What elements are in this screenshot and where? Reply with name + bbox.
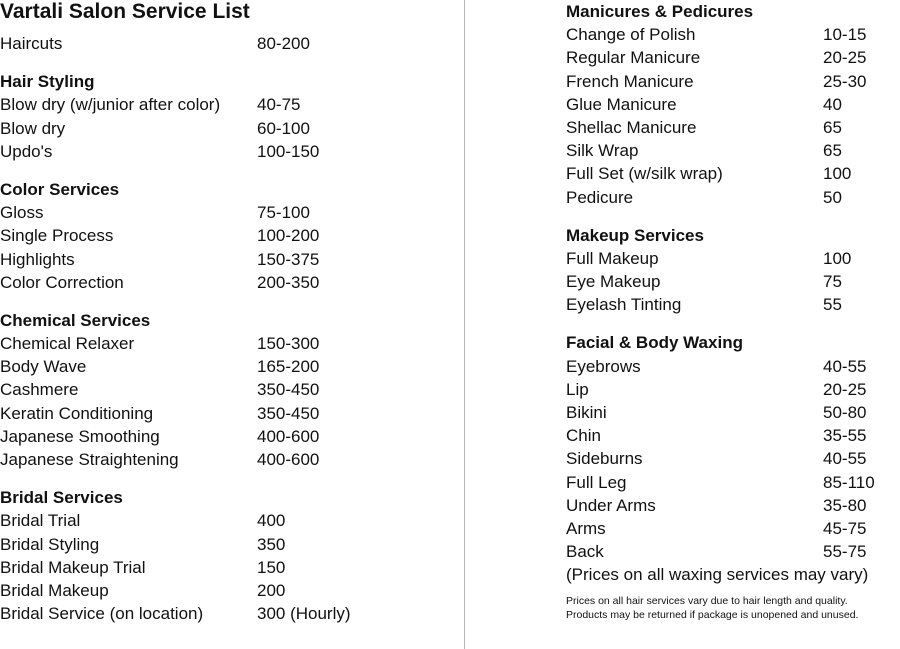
service-row bbox=[566, 70, 900, 93]
service-name: Bikini bbox=[566, 403, 607, 422]
service-price: 165-200 bbox=[257, 357, 320, 377]
service-price: 75 bbox=[823, 272, 842, 292]
service-price: 300 (Hourly) bbox=[257, 604, 351, 624]
service-row bbox=[566, 355, 900, 378]
service-price: 150-300 bbox=[257, 334, 320, 354]
service-name: Eyelash Tinting bbox=[566, 295, 682, 315]
service-row bbox=[0, 579, 460, 602]
service-name: Shellac Manicure bbox=[566, 117, 697, 137]
service-name: Full Leg bbox=[566, 472, 627, 492]
service-row bbox=[566, 186, 900, 209]
section-spacer bbox=[0, 163, 460, 178]
service-price: 80-200 bbox=[257, 34, 310, 53]
service-section bbox=[0, 32, 460, 55]
service-name: Bridal Makeup Trial bbox=[0, 557, 146, 577]
service-price: 40-55 bbox=[823, 356, 867, 376]
section-spacer bbox=[0, 294, 460, 309]
service-row bbox=[566, 424, 900, 447]
service-price: 200 bbox=[257, 580, 286, 600]
service-row bbox=[566, 447, 900, 470]
service-price: 50-80 bbox=[823, 403, 867, 422]
service-row bbox=[566, 116, 900, 139]
service-name: Keratin Conditioning bbox=[0, 403, 154, 423]
spacer bbox=[0, 24, 460, 32]
service-price: 20-25 bbox=[823, 379, 867, 399]
service-price: 20-25 bbox=[823, 48, 867, 68]
service-price: 25-30 bbox=[823, 71, 867, 91]
service-name: Highlights bbox=[0, 249, 75, 269]
section-heading: Hair Styling bbox=[0, 72, 95, 92]
footnotes bbox=[566, 594, 900, 622]
service-name: Arms bbox=[566, 518, 606, 538]
service-name: Gloss bbox=[0, 203, 44, 223]
service-name: Sideburns bbox=[566, 449, 643, 469]
service-price: 55-75 bbox=[823, 542, 867, 562]
service-name: Under Arms bbox=[566, 495, 656, 515]
service-price: 65 bbox=[823, 117, 842, 137]
service-row bbox=[566, 540, 900, 563]
service-name: Blow dry (w/junior after color) bbox=[0, 95, 221, 115]
left-sections bbox=[0, 32, 460, 625]
service-price: 100-150 bbox=[257, 141, 320, 161]
service-row bbox=[566, 270, 900, 293]
service-row bbox=[0, 425, 460, 448]
section-heading: Color Services bbox=[0, 179, 120, 199]
service-row bbox=[566, 247, 900, 270]
service-section bbox=[566, 209, 900, 317]
service-name: Lip bbox=[566, 379, 589, 399]
service-name: Color Correction bbox=[0, 272, 124, 292]
service-name: Silk Wrap bbox=[566, 141, 639, 161]
service-price: 40-55 bbox=[823, 449, 867, 469]
section-spacer bbox=[0, 55, 460, 70]
service-section bbox=[0, 294, 460, 471]
service-price: 60-100 bbox=[257, 118, 310, 138]
service-name: Body Wave bbox=[0, 357, 87, 377]
section-heading: Bridal Services bbox=[0, 488, 123, 508]
service-price: 40 bbox=[823, 94, 842, 114]
service-row bbox=[566, 139, 900, 162]
service-row bbox=[0, 271, 460, 294]
section-heading: Facial & Body Waxing bbox=[566, 333, 743, 353]
service-section bbox=[0, 471, 460, 625]
service-row bbox=[0, 117, 460, 140]
service-row bbox=[0, 32, 460, 55]
service-name: Blow dry bbox=[0, 118, 66, 138]
service-name: Single Process bbox=[0, 226, 114, 246]
service-section bbox=[566, 316, 900, 563]
service-row bbox=[566, 46, 900, 69]
service-price: 150 bbox=[257, 557, 286, 577]
service-name: Haircuts bbox=[0, 34, 63, 53]
service-row bbox=[0, 602, 460, 625]
service-row bbox=[566, 471, 900, 494]
service-price: 65 bbox=[823, 141, 842, 161]
service-row bbox=[0, 93, 460, 116]
service-row bbox=[0, 533, 460, 556]
service-price: 35-55 bbox=[823, 426, 867, 446]
service-price: 35-80 bbox=[823, 495, 867, 515]
service-section bbox=[0, 55, 460, 163]
footnote-line: Products may be returned if package is unopened and unused. bbox=[566, 608, 859, 621]
service-row bbox=[0, 201, 460, 224]
section-spacer bbox=[0, 471, 460, 486]
service-price: 100 bbox=[823, 248, 852, 268]
service-name: Bridal Trial bbox=[0, 511, 81, 531]
service-row bbox=[566, 293, 900, 316]
service-name: Chemical Relaxer bbox=[0, 334, 135, 354]
service-price: 40-75 bbox=[257, 95, 301, 115]
section-spacer bbox=[566, 316, 900, 331]
service-price: 400-600 bbox=[257, 450, 320, 469]
service-row bbox=[0, 224, 460, 247]
service-name: Glue Manicure bbox=[566, 94, 677, 114]
service-price: 400-600 bbox=[257, 426, 320, 446]
section-spacer bbox=[566, 209, 900, 224]
left-column bbox=[0, 0, 460, 625]
service-name: Full Set (w/silk wrap) bbox=[566, 164, 723, 184]
service-price: 75-100 bbox=[257, 203, 310, 223]
service-row bbox=[0, 332, 460, 355]
service-name: Bridal Styling bbox=[0, 534, 100, 554]
service-name: Updo's bbox=[0, 141, 53, 161]
service-price: 85-110 bbox=[823, 472, 875, 492]
service-price: 55 bbox=[823, 295, 842, 315]
service-price: 10-15 bbox=[823, 25, 867, 45]
service-name: Chin bbox=[566, 426, 601, 446]
right-sections bbox=[566, 0, 900, 563]
service-price: 45-75 bbox=[823, 518, 867, 538]
service-name: Japanese Straightening bbox=[0, 450, 179, 469]
section-heading: Manicures & Pedicures bbox=[566, 2, 754, 21]
right-column bbox=[566, 0, 900, 622]
column-divider bbox=[464, 0, 465, 649]
service-row bbox=[0, 509, 460, 532]
service-price: 400 bbox=[257, 511, 286, 531]
service-price: 200-350 bbox=[257, 272, 320, 292]
service-name: Back bbox=[566, 542, 604, 562]
service-row bbox=[566, 517, 900, 540]
page-title: Vartali Salon Service List bbox=[0, 0, 250, 23]
service-name: Eyebrows bbox=[566, 356, 641, 376]
service-name: Pedicure bbox=[566, 187, 634, 207]
service-row bbox=[566, 93, 900, 116]
service-row bbox=[566, 23, 900, 46]
service-name: Bridal Service (on location) bbox=[0, 604, 204, 624]
section-heading: Chemical Services bbox=[0, 310, 151, 330]
service-price: 350-450 bbox=[257, 380, 320, 400]
service-row bbox=[566, 378, 900, 401]
service-name: Bridal Makeup bbox=[0, 580, 109, 600]
service-price: 100 bbox=[823, 164, 852, 184]
service-name: French Manicure bbox=[566, 71, 694, 91]
service-name: Cashmere bbox=[0, 380, 79, 400]
service-section bbox=[0, 163, 460, 294]
service-price: 100-200 bbox=[257, 226, 320, 246]
service-price: 150-375 bbox=[257, 249, 320, 269]
service-row bbox=[566, 401, 900, 424]
section-heading: Makeup Services bbox=[566, 225, 704, 245]
service-name: Japanese Smoothing bbox=[0, 426, 160, 446]
service-name: Regular Manicure bbox=[566, 48, 701, 68]
service-row bbox=[0, 140, 460, 163]
service-name: Change of Polish bbox=[566, 25, 696, 45]
service-row bbox=[0, 402, 460, 425]
waxing-note: (Prices on all waxing services may vary) bbox=[566, 565, 869, 585]
service-row bbox=[0, 355, 460, 378]
service-section bbox=[566, 0, 900, 209]
service-price: 50 bbox=[823, 187, 842, 207]
service-price: 350 bbox=[257, 534, 286, 554]
service-row bbox=[0, 248, 460, 271]
service-row bbox=[0, 378, 460, 401]
service-name: Eye Makeup bbox=[566, 272, 661, 292]
service-row bbox=[566, 162, 900, 185]
service-row bbox=[0, 556, 460, 579]
service-row bbox=[566, 494, 900, 517]
service-name: Full Makeup bbox=[566, 248, 659, 268]
footnote-line: Prices on all hair services vary due to hair length and quality. bbox=[566, 594, 848, 607]
service-row bbox=[0, 448, 460, 471]
service-price: 350-450 bbox=[257, 403, 320, 423]
